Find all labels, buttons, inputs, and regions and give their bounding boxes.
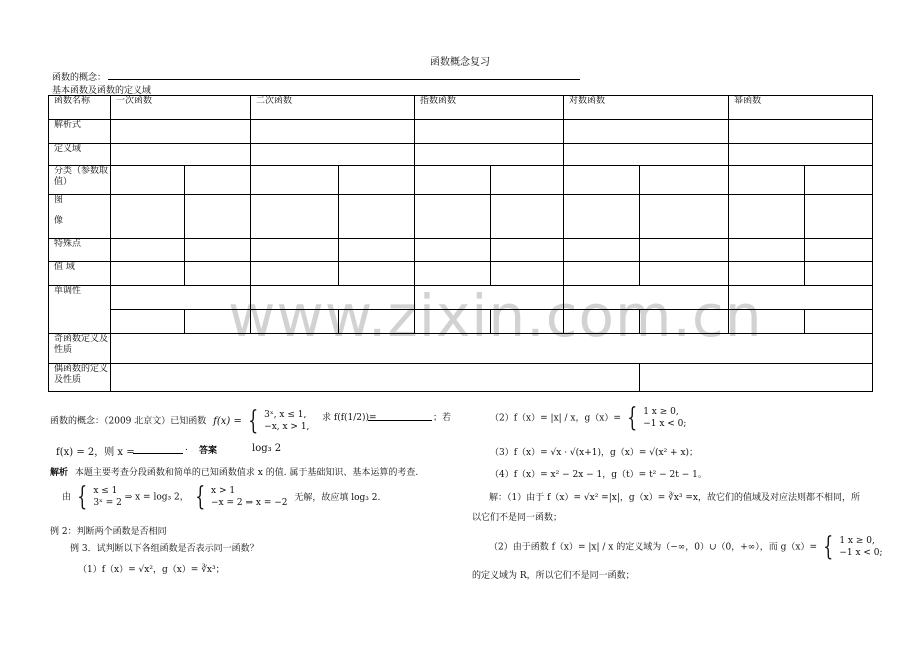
blank-2 [133,453,183,454]
row-monotone-2 [49,310,873,334]
row-label-graph: 图 像 [49,195,111,239]
solution-line: 由 { x ≤ 1 3ˣ = 2 ⇒ x = log₃ 2， { x > 1 −x = 2 ⇒ x = −2 无解，故应填 log₃ 2. [62,482,381,512]
row-analytic [49,120,873,144]
row-label-odd: 奇函数定义及性质 [49,334,111,364]
solution-2: （2）由于函数 f（x）= |x| / x 的定义域为（−∞，0）∪（0，+∞），而 g（x）= { 1 x ≥ 0, −1 x < 0; [489,532,883,562]
row-classify [49,166,873,195]
example-2: 例 2：判断两个函数是否相同 [50,527,167,537]
analysis-label: 解析 [50,468,69,478]
example-1-line2: f(x) = 2，则 x = [56,447,135,458]
row-domain [49,144,873,166]
example-3: 例 3．试判断以下各组函数是否表示同一函数？ [70,544,259,554]
concept-blank [108,79,580,80]
answer-label: 答案 [199,446,218,456]
row-label-even: 偶函数的定义及性质 [49,364,111,392]
concept-label: 函数的概念： [52,73,107,83]
row-label-classify: 分类（参数取值） [49,166,111,195]
function-table [48,95,873,392]
row-odd [49,334,873,364]
header-linear: 一次函数 [111,96,251,120]
row-graph [49,195,873,239]
example-3-item-1: （1）f（x）= √x²，g（x）= ∛x³； [78,565,225,575]
row-label-domain: 定义域 [49,144,111,166]
header-name: 函数名称 [49,96,111,120]
watermark: www.zixin.com.cn [228,282,763,350]
example-1-ask: 求 f(f(1/2))= [322,413,377,423]
solution-2-cont: 的定义域为 R，所以它们不是同一函数； [472,571,635,581]
header-quadratic: 二次函数 [251,96,415,120]
example-3-item-3: （3）f（x）= √x · √(x+1)，g（x）= √(x² + x)； [490,448,699,458]
row-label-special: 特殊点 [49,239,111,262]
row-range [49,262,873,286]
example-3-item-4: （4）f（x）= x² − 2x − 1，g（t）= t² − 2t − 1。 [490,470,707,480]
row-monotone-1 [49,286,873,310]
solution-1-cont: 以它们不是同一函数； [472,513,563,523]
section-heading: 基本函数及函数的定义域 [52,86,152,96]
header-row [49,96,873,120]
row-label-monotone: 单调性 [49,286,111,334]
header-logarithmic: 对数函数 [564,96,729,120]
example-3-item-2: （2）f（x）= |x| / x，g（x）= { 1 x ≥ 0, −1 x < 0; [490,403,687,433]
answer-value: log₃ 2 [252,443,282,454]
row-label-range: 值 域 [49,262,111,286]
piecewise-cases: 3ˣ, x ≤ 1, −x, x > 1, [264,410,310,432]
header-exponential: 指数函数 [415,96,564,120]
blank-1 [368,420,432,421]
row-label-analytic: 解析式 [49,120,111,144]
solution-1: 解：（1）由于 f（x）= √x² =|x|，g（x）= ∛x³ =x，故它们的值域及对应法则都不相同，所 [489,493,860,503]
page-title: 函数概念复习 [430,57,490,68]
analysis-text: 本题主要考查分段函数和简单的已知函数值求 x 的值. 属于基础知识、基本运算的考查. [74,468,419,478]
row-even [49,364,873,392]
header-power: 幂函数 [729,96,873,120]
example-1: 函数的概念：（2009 北京文）已知函数 f(x) = { 3ˣ, x ≤ 1, −x, x > 1, [50,406,310,436]
row-special [49,239,873,262]
